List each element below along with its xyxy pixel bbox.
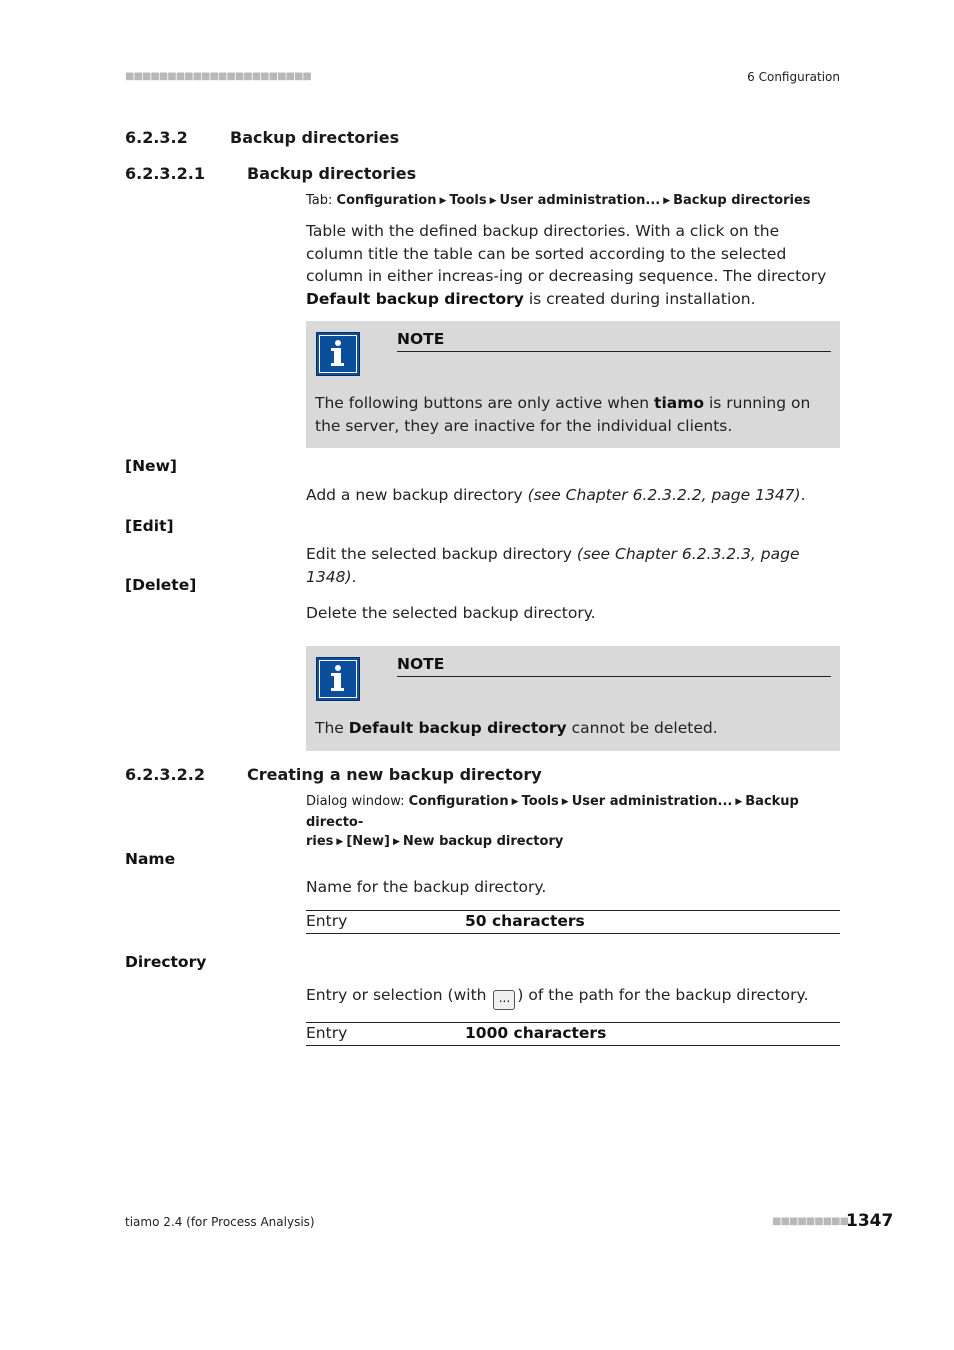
footer-product: tiamo 2.4 (for Process Analysis)	[125, 1215, 315, 1229]
intro-text: Table with the defined backup directories. With a click on the column title the table can be sorted according to the selected column in either increas-ing or decreasing sequence. The directory	[306, 222, 827, 285]
path-item: Configuration	[408, 794, 509, 809]
path-item: Backup directories	[673, 193, 811, 208]
note-text	[315, 717, 820, 740]
dialog-path-prefix: Dialog window:	[306, 794, 405, 809]
desc-text-end: ) of the path for the backup directory.	[517, 986, 809, 1004]
path-arrow-icon: ▶	[392, 837, 400, 847]
path-item: Configuration	[336, 193, 437, 208]
path-arrow-icon: ▶	[489, 196, 497, 206]
note-box	[306, 646, 840, 751]
info-icon	[316, 332, 360, 376]
header-dots: ■■■■■■■■■■■■■■■■■■■■■■	[125, 71, 311, 82]
chapter-link[interactable]: (see Chapter 6.2.3.2.3, page 1348)	[306, 545, 800, 586]
note-text-part: The	[315, 719, 344, 737]
note-text-bold: tiamo	[654, 394, 705, 412]
footer-dots: ■■■■■■■■■	[772, 1216, 849, 1227]
intro-text-end: is created during installation.	[528, 289, 756, 308]
note-text-part: The following buttons are only active when	[315, 394, 650, 412]
spec-value: 1000 characters	[465, 1024, 607, 1042]
spec-key: Entry	[306, 912, 348, 930]
path-item: Tools	[521, 794, 559, 809]
browse-button-icon: ...	[493, 990, 515, 1010]
path-arrow-icon: ▶	[336, 837, 344, 847]
desc-text: Edit the selected backup directory	[306, 545, 572, 563]
field-desc-name: Name for the backup directory.	[306, 878, 547, 896]
chapter-link[interactable]: (see Chapter 6.2.3.2.2, page 1347)	[527, 486, 801, 504]
note-text-part: is running on the server, they are inactive for the individual clients.	[315, 394, 811, 435]
intro-paragraph	[306, 220, 840, 310]
button-desc-edit	[306, 543, 840, 588]
spec-row-name	[306, 910, 840, 934]
subsection-number: 6.2.3.2.1	[125, 164, 205, 183]
section-title: Backup directories	[230, 128, 400, 147]
path-item: [New]	[346, 834, 390, 849]
desc-end: .	[800, 486, 806, 504]
spec-row-directory	[306, 1022, 840, 1046]
path-item: ries	[306, 834, 334, 849]
subsection-number: 6.2.3.2.2	[125, 765, 205, 784]
desc-text: Add a new backup directory	[306, 486, 523, 504]
subsection-title: Backup directories	[247, 164, 417, 183]
path-arrow-icon: ▶	[561, 797, 569, 807]
path-arrow-icon: ▶	[663, 196, 671, 206]
spec-value: 50 characters	[465, 912, 585, 930]
path-arrow-icon: ▶	[511, 797, 519, 807]
path-item: User administration...	[499, 193, 661, 208]
button-label-new: [New]	[125, 457, 177, 475]
subsection-title: Creating a new backup directory	[247, 765, 542, 784]
note-text	[315, 392, 820, 437]
note-title: NOTE	[397, 655, 831, 677]
desc-end: .	[351, 567, 357, 586]
note-text-part: cannot be deleted.	[571, 719, 718, 737]
path-item: User administration...	[571, 794, 733, 809]
note-title: NOTE	[397, 330, 831, 352]
spec-key: Entry	[306, 1024, 348, 1042]
tab-path	[306, 191, 840, 212]
field-desc-directory	[306, 984, 840, 1010]
note-text-bold: Default backup directory	[348, 719, 567, 737]
field-label-directory: Directory	[125, 953, 207, 971]
desc-text: Entry or selection (with	[306, 986, 487, 1004]
header-chapter: 6 Configuration	[747, 70, 840, 84]
button-label-edit: [Edit]	[125, 517, 174, 535]
dialog-path	[306, 792, 840, 853]
tab-path-prefix: Tab:	[306, 193, 333, 208]
note-box	[306, 321, 840, 448]
path-item: Backup directo-	[306, 794, 799, 830]
button-label-delete: [Delete]	[125, 576, 197, 594]
button-desc-delete: Delete the selected backup directory.	[306, 604, 596, 622]
info-icon	[316, 657, 360, 701]
field-label-name: Name	[125, 850, 176, 868]
path-arrow-icon: ▶	[735, 797, 743, 807]
path-item: Tools	[449, 193, 487, 208]
path-arrow-icon: ▶	[439, 196, 447, 206]
section-number: 6.2.3.2	[125, 128, 188, 147]
intro-bold: Default backup directory	[306, 289, 524, 308]
path-item: New backup directory	[402, 834, 564, 849]
button-desc-new	[306, 484, 840, 507]
page-number: 1347	[846, 1211, 894, 1231]
